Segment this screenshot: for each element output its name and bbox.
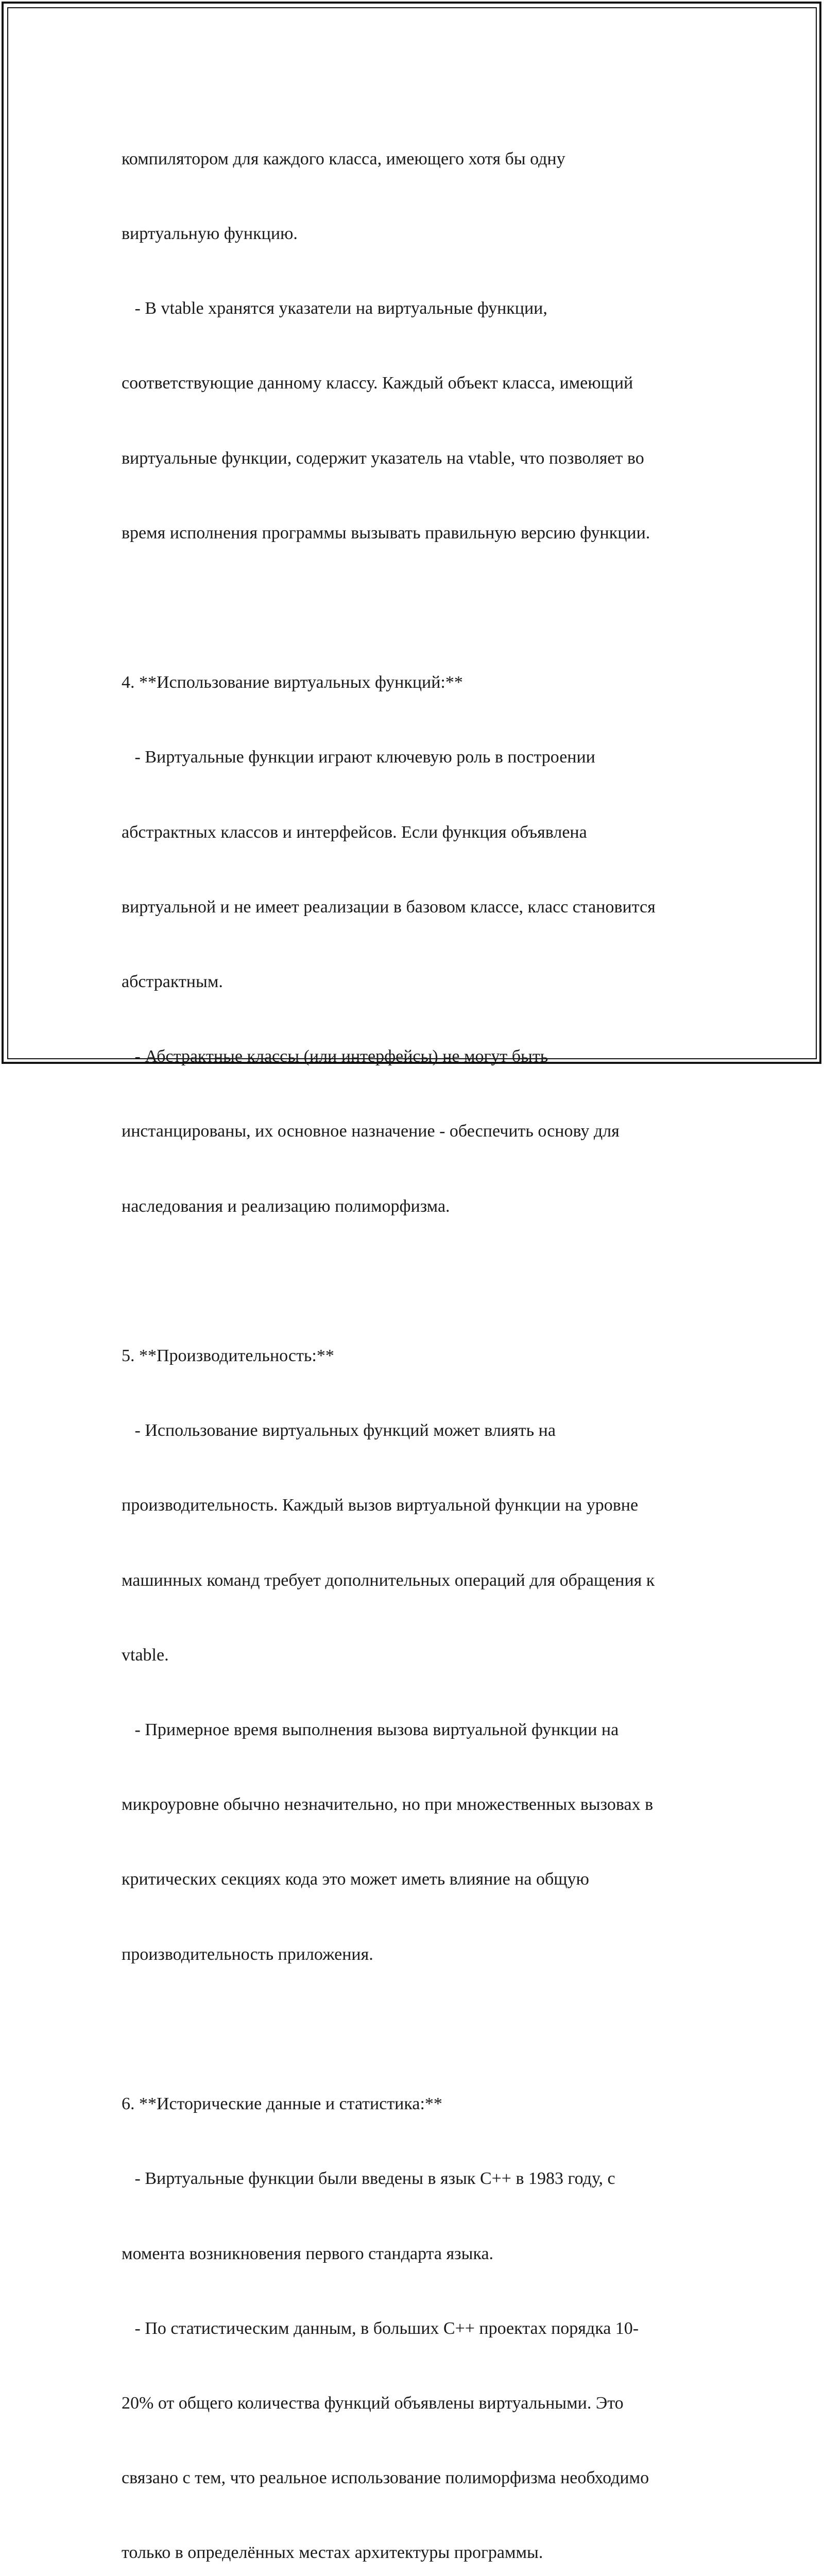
- text-line: виртуальную функцию.: [122, 224, 298, 244]
- text-line: - Виртуальные функции были введены в язык C++ в 1983 году, с: [122, 2169, 615, 2189]
- blank-line: [122, 2017, 729, 2042]
- text-line: машинных команд требует дополнительных операций для обращения к: [122, 1570, 655, 1590]
- text-line: - Использование виртуальных функций может влиять на: [122, 1421, 556, 1440]
- text-line: инстанцированы, их основное назначение - обеспечить основу для: [122, 1122, 620, 1141]
- text-line: связано с тем, что реальное использование полиморфизма необходимо: [122, 2468, 649, 2488]
- text-line: микроуровне обычно незначительно, но при множественных вызовах в: [122, 1795, 654, 1815]
- text-line: абстрактных классов и интерфейсов. Если функция объявлена: [122, 822, 587, 842]
- document-body: [122, 97, 729, 2576]
- text-line: виртуальной и не имеет реализации в базовом классе, класс становится: [122, 897, 656, 917]
- text-line: соответствующие данному классу. Каждый объект класса, имеющий: [122, 374, 633, 393]
- text-line: момента возникновения первого стандарта языка.: [122, 2244, 494, 2263]
- text-line: - По статистическим данным, в больших C++ проектах порядка 10-: [122, 2318, 639, 2338]
- text-line: компилятором для каждого класса, имеющего хотя бы одну: [122, 149, 565, 168]
- text-line: абстрактным.: [122, 972, 223, 992]
- text-line: время исполнения программы вызывать правильную версию функции.: [122, 523, 650, 543]
- text-line: производительность приложения.: [122, 1944, 373, 1964]
- section-heading-6: 6. **Исторические данные и статистика:**: [122, 2094, 442, 2114]
- blank-line: [122, 596, 729, 620]
- text-line: 20% от общего количества функций объявлены виртуальными. Это: [122, 2393, 624, 2413]
- text-line: vtable.: [122, 1645, 169, 1665]
- text-line: виртуальные функции, содержит указатель на vtable, что позволяет во: [122, 448, 644, 468]
- section-heading-5: 5. **Производительность:**: [122, 1346, 334, 1366]
- text-line: только в определённых местах архитектуры программы.: [122, 2543, 543, 2563]
- text-line: - В vtable хранятся указатели на виртуальные функции,: [122, 299, 547, 318]
- text-line: критических секциях кода это может иметь влияние на общую: [122, 1870, 589, 1889]
- section-heading-4: 4. **Использование виртуальных функций:**: [122, 673, 463, 692]
- text-line: наследования и реализацию полиморфизма.: [122, 1196, 450, 1216]
- text-line: - Виртуальные функции играют ключевую роль в построении: [122, 748, 595, 767]
- text-line: - Абстрактные классы (или интерфейсы) не могут быть: [122, 1047, 548, 1066]
- blank-line: [122, 1269, 729, 1294]
- text-line: производительность. Каждый вызов виртуальной функции на уровне: [122, 1496, 639, 1515]
- text-line: - Примерное время выполнения вызова виртуальной функции на: [122, 1720, 619, 1740]
